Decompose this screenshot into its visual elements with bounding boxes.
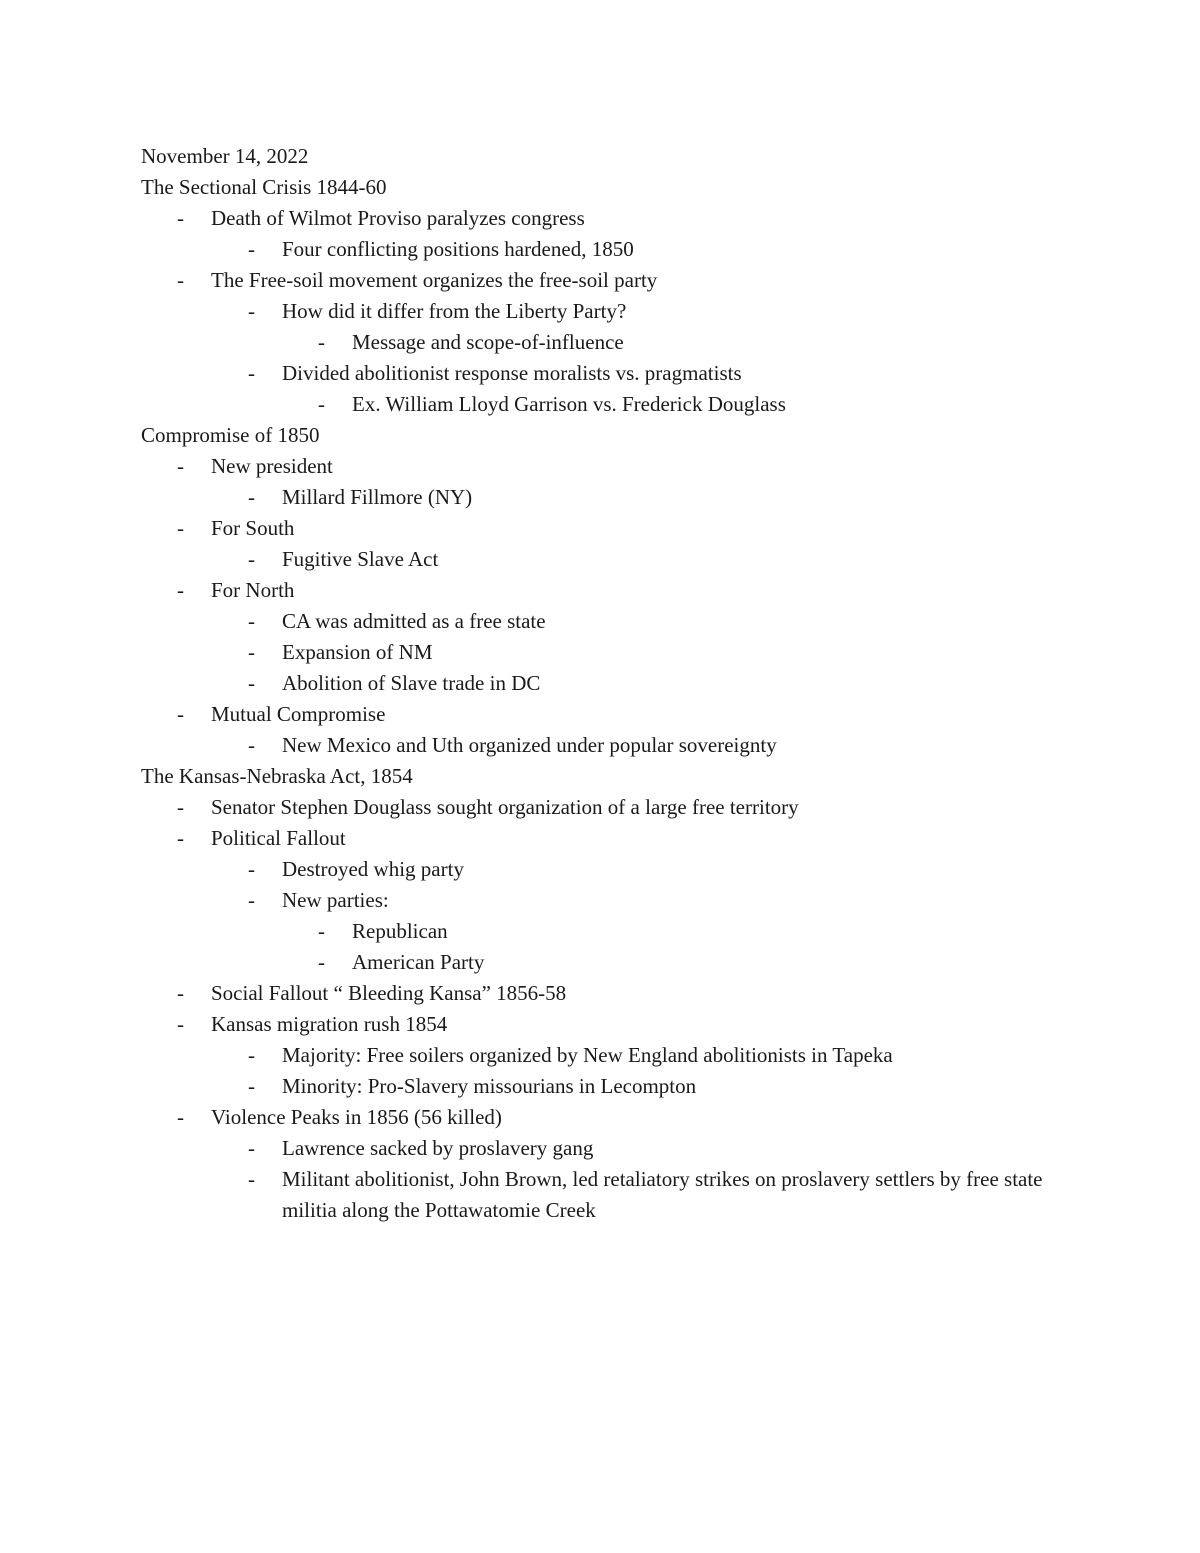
line-text: Four conflicting positions hardened, 1850 — [282, 237, 634, 261]
bullet-item-level-1 — [141, 575, 1071, 606]
line-text: Republican — [352, 919, 448, 943]
bullet-item-level-2 — [141, 637, 1071, 668]
bullet-item-level-1 — [141, 513, 1071, 544]
section-heading — [141, 420, 1071, 451]
bullet-item-level-2 — [141, 1071, 1071, 1102]
bullet-dash-marker: - — [177, 454, 184, 478]
line-text: Majority: Free soilers organized by New England abolitionists in Tapeka — [282, 1043, 893, 1067]
line-text: How did it differ from the Liberty Party? — [282, 299, 627, 323]
line-text: The Free-soil movement organizes the free-soil party — [211, 268, 658, 292]
line-text: Militant abolitionist, John Brown, led retaliatory strikes on proslavery settlers by free state militia along the Pottawatomie Creek — [282, 1167, 1043, 1222]
bullet-dash-marker: - — [248, 1136, 255, 1160]
bullet-dash-marker: - — [177, 795, 184, 819]
bullet-item-level-2 — [141, 668, 1071, 699]
bullet-dash-marker: - — [248, 1074, 255, 1098]
lecture-notes — [141, 141, 1071, 1226]
bullet-dash-marker: - — [248, 361, 255, 385]
bullet-dash-marker: - — [248, 733, 255, 757]
line-text: Fugitive Slave Act — [282, 547, 439, 571]
bullet-item-level-2 — [141, 1040, 1071, 1071]
bullet-dash-marker: - — [177, 1012, 184, 1036]
line-text: Ex. William Lloyd Garrison vs. Frederick Douglass — [352, 392, 786, 416]
line-text: For South — [211, 516, 295, 540]
bullet-item-level-2 — [141, 544, 1071, 575]
bullet-item-level-3 — [141, 327, 1071, 358]
line-text: Death of Wilmot Proviso paralyzes congress — [211, 206, 585, 230]
bullet-dash-marker: - — [248, 237, 255, 261]
bullet-item-level-2 — [141, 854, 1071, 885]
line-text: For North — [211, 578, 295, 602]
bullet-item-level-2 — [141, 730, 1071, 761]
line-text: Destroyed whig party — [282, 857, 464, 881]
line-text: Abolition of Slave trade in DC — [282, 671, 541, 695]
bullet-dash-marker: - — [177, 981, 184, 1005]
bullet-dash-marker: - — [248, 1043, 255, 1067]
line-text: Compromise of 1850 — [141, 423, 320, 447]
bullet-dash-marker: - — [248, 485, 255, 509]
bullet-dash-marker: - — [248, 671, 255, 695]
bullet-item-level-2 — [141, 1133, 1071, 1164]
bullet-dash-marker: - — [177, 1105, 184, 1129]
bullet-item-level-1 — [141, 265, 1071, 296]
section-heading — [141, 761, 1071, 792]
bullet-dash-marker: - — [318, 392, 325, 416]
line-text: Millard Fillmore (NY) — [282, 485, 473, 509]
bullet-dash-marker: - — [318, 919, 325, 943]
line-text: Message and scope-of-influence — [352, 330, 624, 354]
bullet-item-level-1 — [141, 823, 1071, 854]
line-text: Political Fallout — [211, 826, 346, 850]
bullet-dash-marker: - — [248, 547, 255, 571]
bullet-item-level-2 — [141, 885, 1071, 916]
bullet-dash-marker: - — [248, 299, 255, 323]
bullet-item-level-2 — [141, 358, 1071, 389]
bullet-dash-marker: - — [248, 640, 255, 664]
line-text: Minority: Pro-Slavery missourians in Lecompton — [282, 1074, 697, 1098]
line-text: Mutual Compromise — [211, 702, 386, 726]
line-text: Violence Peaks in 1856 (56 killed) — [211, 1105, 502, 1129]
bullet-item-level-2 — [141, 606, 1071, 637]
line-text: CA was admitted as a free state — [282, 609, 546, 633]
bullet-dash-marker: - — [177, 268, 184, 292]
bullet-dash-marker: - — [177, 206, 184, 230]
bullet-item-level-2 — [141, 296, 1071, 327]
bullet-dash-marker: - — [248, 857, 255, 881]
line-text: The Sectional Crisis 1844-60 — [141, 175, 387, 199]
bullet-item-level-3 — [141, 947, 1071, 978]
bullet-dash-marker: - — [248, 1167, 255, 1191]
bullet-item-level-1 — [141, 451, 1071, 482]
bullet-dash-marker: - — [177, 516, 184, 540]
section-heading — [141, 141, 1071, 172]
bullet-item-level-1 — [141, 699, 1071, 730]
bullet-dash-marker: - — [177, 826, 184, 850]
line-text: Lawrence sacked by proslavery gang — [282, 1136, 594, 1160]
line-text: American Party — [352, 950, 485, 974]
section-heading — [141, 172, 1071, 203]
bullet-item-level-2 — [141, 234, 1071, 265]
bullet-dash-marker: - — [318, 950, 325, 974]
line-text: New president — [211, 454, 333, 478]
bullet-dash-marker: - — [177, 702, 184, 726]
bullet-dash-marker: - — [318, 330, 325, 354]
line-text: New parties: — [282, 888, 389, 912]
line-text: Senator Stephen Douglass sought organization of a large free territory — [211, 795, 799, 819]
bullet-item-level-3 — [141, 916, 1071, 947]
line-text: Social Fallout “ Bleeding Kansa” 1856-58 — [211, 981, 567, 1005]
bullet-item-level-1 — [141, 978, 1071, 1009]
line-text: Divided abolitionist response moralists vs. pragmatists — [282, 361, 742, 385]
bullet-item-level-1 — [141, 203, 1071, 234]
line-text: The Kansas-Nebraska Act, 1854 — [141, 764, 413, 788]
bullet-item-level-1 — [141, 1009, 1071, 1040]
bullet-item-level-3 — [141, 389, 1071, 420]
bullet-item-level-2 — [141, 482, 1071, 513]
bullet-item-level-1 — [141, 1102, 1071, 1133]
bullet-dash-marker: - — [248, 888, 255, 912]
bullet-dash-marker: - — [177, 578, 184, 602]
line-text: November 14, 2022 — [141, 144, 309, 168]
bullet-item-level-1 — [141, 792, 1071, 823]
line-text: Expansion of NM — [282, 640, 433, 664]
bullet-item-level-2 — [141, 1164, 1071, 1226]
line-text: New Mexico and Uth organized under popular sovereignty — [282, 733, 777, 757]
bullet-dash-marker: - — [248, 609, 255, 633]
line-text: Kansas migration rush 1854 — [211, 1012, 448, 1036]
